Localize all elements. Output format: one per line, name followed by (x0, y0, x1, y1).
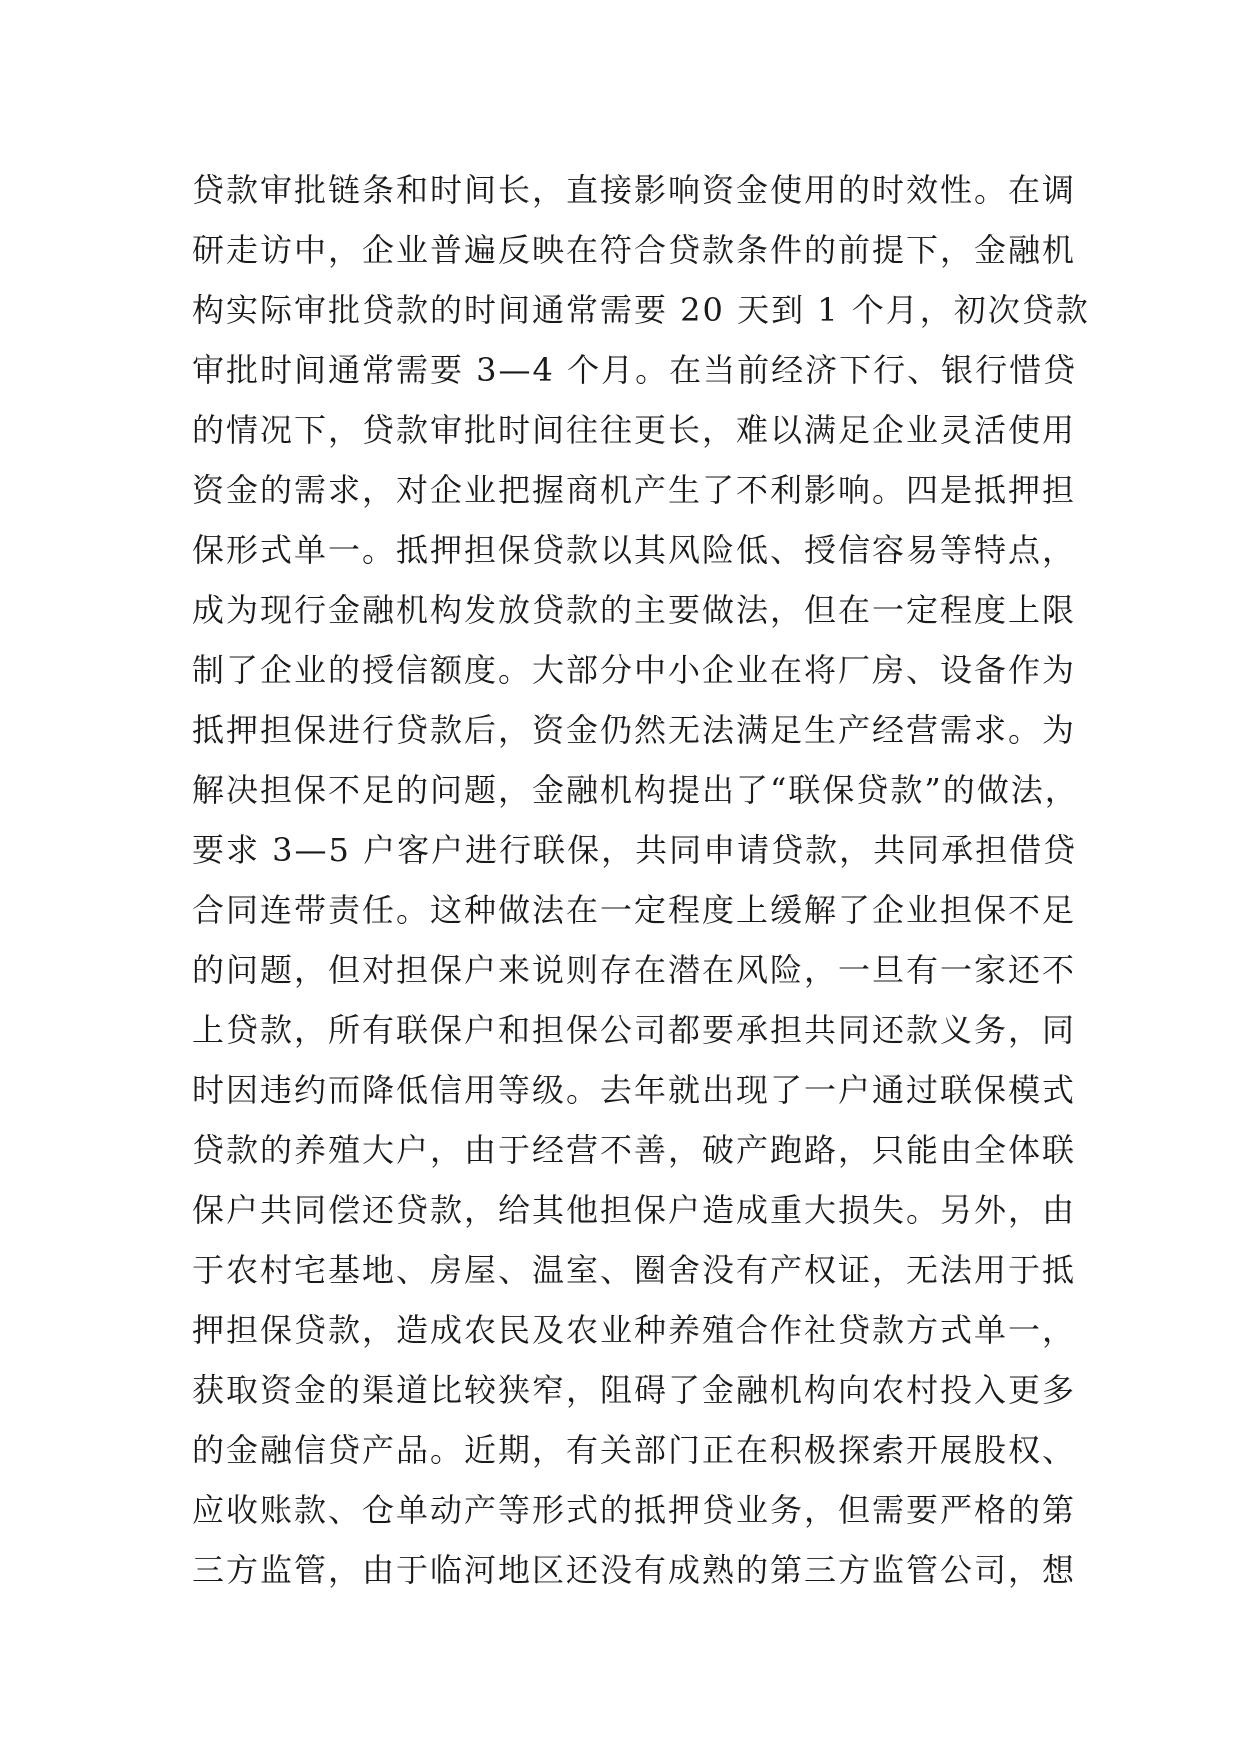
text-line: 解决担保不足的问题，金融机构提出了“联保贷款”的做法， (192, 771, 1079, 809)
text-line: 抵押担保进行贷款后，资金仍然无法满足生产经营需求。为 (192, 711, 1077, 749)
text-line: 保户共同偿还贷款，给其他担保户造成重大损失。另外，由 (192, 1191, 1077, 1229)
text-line: 制了企业的授信额度。大部分中小企业在将厂房、设备作为 (192, 651, 1077, 689)
text-line: 时因违约而降低信用等级。去年就出现了一户通过联保模式 (192, 1071, 1077, 1109)
text-line: 的情况下，贷款审批时间往往更长，难以满足企业灵活使用 (192, 411, 1077, 449)
text-line: 审批时间通常需要 3—4 个月。在当前经济下行、银行惜贷 (192, 351, 1078, 389)
body-paragraph (192, 160, 1090, 1600)
text-line: 贷款的养殖大户，由于经营不善，破产跑路，只能由全体联 (192, 1131, 1077, 1169)
text-line: 研走访中，企业普遍反映在符合贷款条件的前提下，金融机 (192, 231, 1077, 269)
text-line: 贷款审批链条和时间长，直接影响资金使用的时效性。在调 (192, 171, 1077, 209)
text-line: 获取资金的渠道比较狭窄，阻碍了金融机构向农村投入更多 (192, 1371, 1077, 1409)
text-line: 应收账款、仓单动产等形式的抵押贷业务，但需要严格的第 (192, 1491, 1077, 1529)
text-line: 构实际审批贷款的时间通常需要 20 天到 1 个月，初次贷款 (192, 291, 1090, 329)
text-line: 要求 3—5 户客户进行联保，共同申请贷款，共同承担借贷 (192, 831, 1078, 869)
text-line: 保形式单一。抵押担保贷款以其风险低、授信容易等特点， (192, 531, 1077, 569)
text-line: 的金融信贷产品。近期，有关部门正在积极探索开展股权、 (192, 1431, 1077, 1469)
text-line: 三方监管，由于临河地区还没有成熟的第三方监管公司，想 (192, 1551, 1077, 1589)
text-line: 于农村宅基地、房屋、温室、圈舍没有产权证，无法用于抵 (192, 1251, 1077, 1289)
text-line: 资金的需求，对企业把握商机产生了不利影响。四是抵押担 (192, 471, 1077, 509)
text-line: 上贷款，所有联保户和担保公司都要承担共同还款义务，同 (192, 1011, 1077, 1049)
text-line: 的问题，但对担保户来说则存在潜在风险，一旦有一家还不 (192, 951, 1077, 989)
text-line: 合同连带责任。这种做法在一定程度上缓解了企业担保不足 (192, 891, 1077, 929)
text-line: 押担保贷款，造成农民及农业种养殖合作社贷款方式单一， (192, 1311, 1077, 1349)
text-line: 成为现行金融机构发放贷款的主要做法，但在一定程度上限 (192, 591, 1077, 629)
